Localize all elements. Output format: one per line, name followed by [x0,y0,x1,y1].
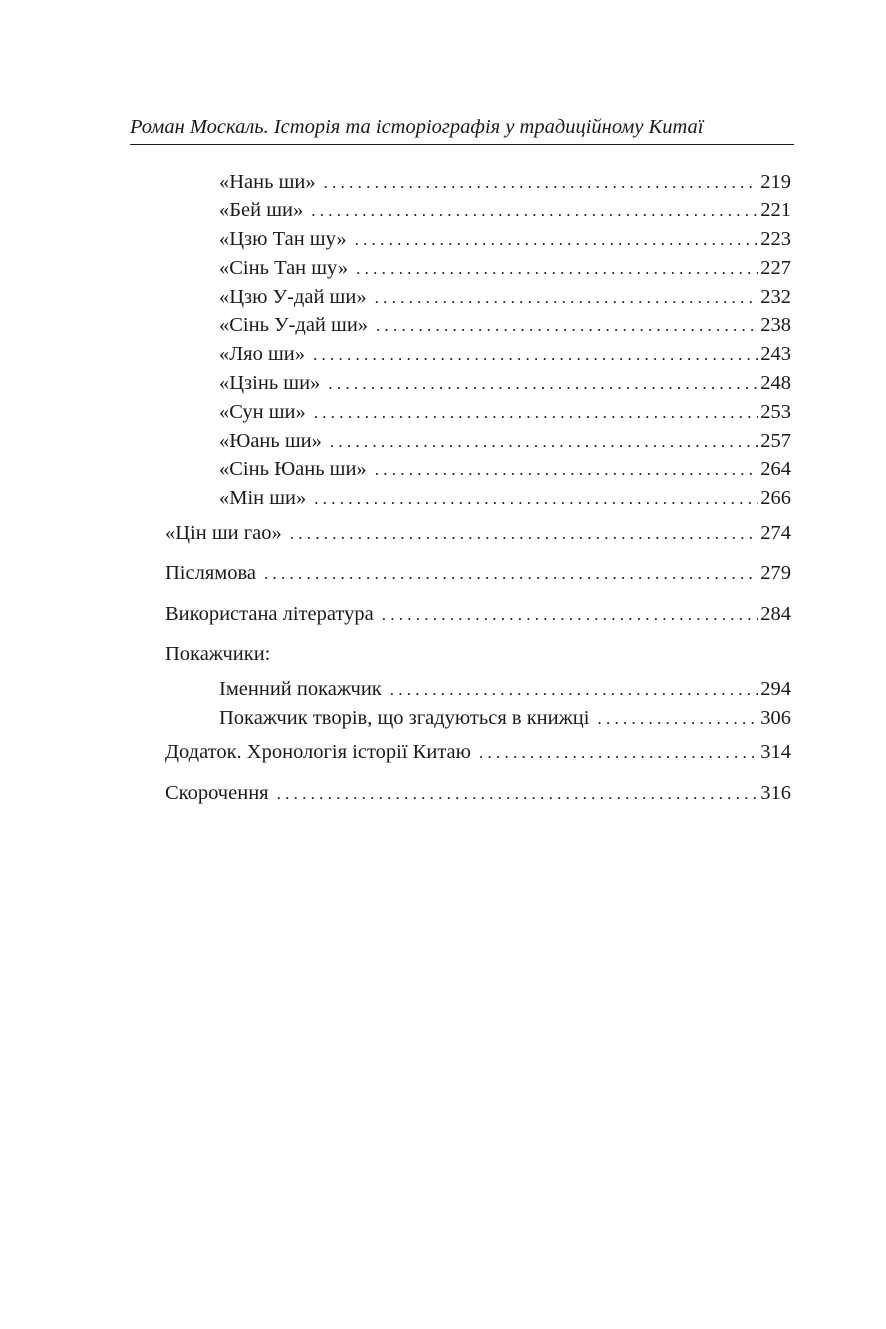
toc-entry-page: 238 [760,314,791,336]
dot-leader [290,520,759,548]
toc-section-heading: Покажчики: [165,643,271,665]
dot-leader [277,780,759,808]
toc-entry-title: Скорочення [165,782,269,804]
toc-entry-page: 279 [760,562,791,584]
toc-entry-page: 243 [760,343,791,365]
toc-entry-page: 284 [760,603,791,625]
toc-entry-title: «Юань ши» [219,430,322,452]
dot-leader [375,456,759,484]
toc-entry[interactable] [219,427,791,455]
toc-entry-page: 257 [760,430,791,452]
toc-entry[interactable] [219,484,791,512]
toc-entry-page: 266 [760,487,791,509]
toc-entry-title: «Цзінь ши» [219,372,321,394]
toc-entry[interactable] [165,779,791,807]
toc-entry[interactable] [219,168,791,196]
toc-entry-page: 253 [760,401,791,423]
toc-entry-page: 232 [760,286,791,308]
dot-leader [264,560,758,588]
dot-leader [328,370,758,398]
header-rule [130,144,794,145]
toc-entry-title: «Цзю Тан шу» [219,228,347,250]
dot-leader [313,341,758,369]
toc-entry-title: «Ляо ши» [219,343,305,365]
toc-entry-title: «Мін ши» [219,487,307,509]
toc-entry-page: 219 [760,171,791,193]
toc-entry-title: «Бей ши» [219,199,304,221]
toc-entry-page: 264 [760,458,791,480]
toc-entry[interactable] [219,398,791,426]
toc-entry[interactable] [165,738,791,766]
toc-entry[interactable] [219,311,791,339]
running-head: Роман Москаль. Історія та історіографія у традиційному Китаї [130,116,704,138]
toc-entry-title: Іменний покажчик [219,678,382,700]
toc-entry[interactable] [219,283,791,311]
dot-leader [355,226,759,254]
toc-entry[interactable] [219,455,791,483]
toc-entry-title: «Цін ши гао» [165,522,282,544]
dot-leader [390,676,758,704]
toc-entry-page: 314 [760,741,791,763]
dot-leader [597,705,758,733]
dot-leader [330,428,758,456]
toc-entry[interactable] [219,704,791,732]
dot-leader [314,485,758,513]
toc-entry-title: «Нань ши» [219,171,316,193]
toc-entry[interactable] [219,254,791,282]
toc-entry-title: Використана література [165,603,374,625]
dot-leader [311,197,758,225]
dot-leader [356,255,758,283]
toc-entry[interactable] [219,369,791,397]
toc-entry[interactable] [165,559,791,587]
toc-entry[interactable] [165,600,791,628]
toc-entry-title: Покажчик творів, що згадуються в книжці [219,707,590,729]
toc-entry-title: «Сінь Юань ши» [219,458,367,480]
dot-leader [479,739,758,767]
toc-entry-title: «Цзю У-дай ши» [219,286,367,308]
toc-entry-page: 274 [760,522,791,544]
toc-entry-title: Додаток. Хронологія історії Китаю [165,741,471,763]
toc-entry-page: 227 [760,257,791,279]
dot-leader [376,312,758,340]
toc-entry-title: «Сінь У-дай ши» [219,314,369,336]
toc-entry[interactable] [219,225,791,253]
toc-entry[interactable] [219,340,791,368]
toc-entry-title: «Сінь Тан шу» [219,257,349,279]
toc-entry-page: 294 [760,678,791,700]
toc-entry-page: 223 [760,228,791,250]
toc-entry-page: 316 [760,782,791,804]
toc-entry[interactable] [219,675,791,703]
toc-entry[interactable] [219,196,791,224]
toc-entry-title: «Сун ши» [219,401,306,423]
dot-leader [324,169,759,197]
toc-entry-page: 221 [760,199,791,221]
toc-entry-title: Післямова [165,562,256,584]
toc-entry[interactable] [165,519,791,547]
toc-entry-page: 306 [760,707,791,729]
dot-leader [382,601,759,629]
toc-entry-page: 248 [760,372,791,394]
dot-leader [314,399,758,427]
dot-leader [375,284,759,312]
